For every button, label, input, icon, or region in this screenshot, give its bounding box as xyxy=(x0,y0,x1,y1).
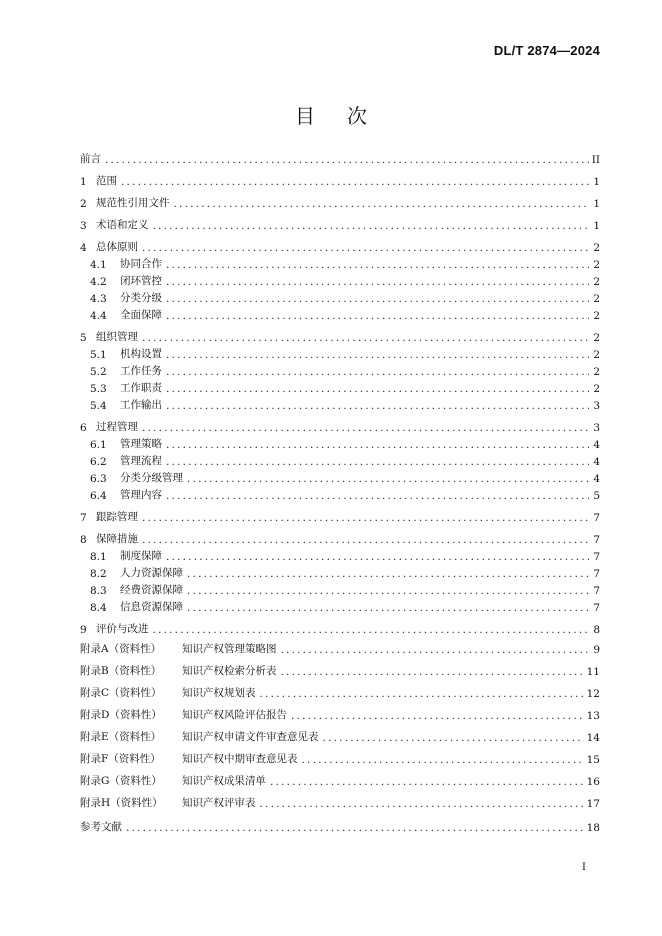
toc-entry-page: 16 xyxy=(586,776,600,788)
toc-entry-number: 6.4 xyxy=(90,490,107,502)
toc-entry-page: 7 xyxy=(593,512,600,524)
toc-entry-page: 11 xyxy=(586,666,600,678)
toc-section-entry[interactable] xyxy=(80,530,600,546)
toc-entry-number: 6.1 xyxy=(90,439,107,451)
toc-entry-label: 工作职责 xyxy=(120,382,162,394)
toc-leader-dots xyxy=(166,259,589,271)
toc-entry-label: 前言 xyxy=(80,153,101,165)
toc-entry-page: 2 xyxy=(593,276,600,288)
toc-section-entry[interactable] xyxy=(80,328,600,344)
toc-title: 目次 xyxy=(295,104,399,128)
toc-entry-page: 2 xyxy=(593,242,600,254)
toc-entry-page: 4 xyxy=(593,473,600,485)
toc-subsection-entry[interactable] xyxy=(90,435,600,451)
toc-subsection-entry[interactable] xyxy=(90,272,600,288)
toc-entry-label: 保障措施 xyxy=(96,533,138,545)
toc-entry-number: 附录D（资料性） xyxy=(80,709,162,721)
toc-entry-label: 管理内容 xyxy=(120,489,162,501)
toc-leader-dots xyxy=(187,602,589,614)
toc-entry-page: 9 xyxy=(593,644,600,656)
toc-entry-page: 7 xyxy=(593,602,600,614)
toc-entry-page: 12 xyxy=(586,688,600,700)
toc-leader-dots xyxy=(153,220,590,232)
toc-entry-number: 5.4 xyxy=(90,400,107,412)
toc-entry-page: 4 xyxy=(593,439,600,451)
toc-section-entry[interactable] xyxy=(80,216,600,232)
toc-subsection-entry[interactable] xyxy=(90,598,600,614)
toc-leader-dots xyxy=(291,710,584,722)
toc-leader-dots xyxy=(281,666,584,678)
toc-leader-dots xyxy=(166,551,589,563)
toc-subsection-entry[interactable] xyxy=(90,306,600,322)
toc-subsection-entry[interactable] xyxy=(90,486,600,502)
toc-entry-page: 7 xyxy=(593,585,600,597)
toc-entry-page: 2 xyxy=(593,259,600,271)
toc-subsection-entry[interactable] xyxy=(90,452,600,468)
toc-section-entry[interactable] xyxy=(80,172,600,188)
toc-leader-dots xyxy=(166,456,589,468)
toc-entry-number: 6 xyxy=(80,422,87,434)
toc-leader-dots xyxy=(260,798,584,810)
toc-leader-dots xyxy=(187,585,589,597)
toc-entry-number: 4.3 xyxy=(90,293,107,305)
toc-entry-page: II xyxy=(591,154,600,166)
toc-subsection-entry[interactable] xyxy=(90,396,600,412)
toc-entry-label: 知识产权管理策略图 xyxy=(182,643,277,655)
toc-leader-dots xyxy=(166,366,589,378)
toc-entry-label: 知识产权规划表 xyxy=(182,687,256,699)
toc-entry-page: 3 xyxy=(593,400,600,412)
toc-entry-number: 8.4 xyxy=(90,602,107,614)
toc-subsection-entry[interactable] xyxy=(90,362,600,378)
toc-leader-dots xyxy=(323,732,584,744)
toc-entry-number: 5.1 xyxy=(90,349,107,361)
toc-section-entry[interactable] xyxy=(80,418,600,434)
toc-leader-dots xyxy=(126,822,584,834)
toc-appendix-entry[interactable] xyxy=(80,772,600,788)
toc-entry-label: 知识产权成果清单 xyxy=(182,775,266,787)
toc-entry-number: 附录A（资料性） xyxy=(80,643,162,655)
toc-entry-page: 8 xyxy=(593,624,600,636)
toc-entry-page: 2 xyxy=(593,366,600,378)
toc-leader-dots xyxy=(142,534,589,546)
toc-entry-number: 6.3 xyxy=(90,473,107,485)
toc-entry-label: 工作输出 xyxy=(120,399,162,411)
toc-entry-label: 术语和定义 xyxy=(96,219,149,231)
toc-leader-dots xyxy=(121,176,589,188)
toc-leader-dots xyxy=(142,242,589,254)
toc-leader-dots xyxy=(166,276,589,288)
toc-subsection-entry[interactable] xyxy=(90,581,600,597)
toc-leader-dots xyxy=(281,644,590,656)
toc-subsection-entry[interactable] xyxy=(90,255,600,271)
toc-entry-page: 1 xyxy=(593,220,600,232)
doc-code: DL/T 2874—2024 xyxy=(493,43,600,58)
toc-entry-number: 6.2 xyxy=(90,456,107,468)
toc-leader-dots xyxy=(166,349,589,361)
toc-entry-label: 过程管理 xyxy=(96,421,138,433)
toc-entry-label: 范围 xyxy=(96,175,117,187)
toc-entry-number: 5.3 xyxy=(90,383,107,395)
toc-entry-label: 全面保障 xyxy=(120,309,162,321)
toc-entry-number: 8.2 xyxy=(90,568,107,580)
toc-entry-label: 闭环管控 xyxy=(120,275,162,287)
toc-entry-label: 管理策略 xyxy=(120,438,162,450)
toc-leader-dots xyxy=(166,439,589,451)
toc-entry-number: 1 xyxy=(80,176,87,188)
toc-subsection-entry[interactable] xyxy=(90,289,600,305)
toc-entry-page: 5 xyxy=(593,490,600,502)
toc-appendix-entry[interactable] xyxy=(80,794,600,810)
toc-entry-label: 参考文献 xyxy=(80,821,122,833)
toc-leader-dots xyxy=(153,624,590,636)
toc-entry-page: 15 xyxy=(586,754,600,766)
toc-entry-label: 知识产权评审表 xyxy=(182,797,256,809)
toc-section-entry[interactable] xyxy=(80,150,600,166)
toc-entry-page: 17 xyxy=(586,798,600,810)
toc-entry-number: 4.1 xyxy=(90,259,107,271)
toc-section-entry[interactable] xyxy=(80,238,600,254)
toc-entry-number: 附录G（资料性） xyxy=(80,775,162,787)
toc-entry-number: 附录C（资料性） xyxy=(80,687,162,699)
toc-entry-label: 经费资源保障 xyxy=(120,584,183,596)
toc-references-entry[interactable] xyxy=(80,818,600,834)
toc-section-entry[interactable] xyxy=(80,620,600,636)
toc-entry-label: 制度保障 xyxy=(120,550,162,562)
toc-leader-dots xyxy=(260,688,584,700)
toc-leader-dots xyxy=(187,473,589,485)
toc-entry-number: 5.2 xyxy=(90,366,107,378)
toc-entry-page: 1 xyxy=(593,176,600,188)
toc-leader-dots xyxy=(166,310,589,322)
toc-entry-number: 4.2 xyxy=(90,276,107,288)
toc-subsection-entry[interactable] xyxy=(90,345,600,361)
toc-entry-label: 分类分级管理 xyxy=(120,472,183,484)
toc-entry-number: 附录H（资料性） xyxy=(80,797,163,809)
toc-entry-label: 工作任务 xyxy=(120,365,162,377)
toc-entry-page: 2 xyxy=(593,310,600,322)
toc-entry-label: 总体原则 xyxy=(96,241,138,253)
toc-entry-number: 4.4 xyxy=(90,310,107,322)
toc-entry-label: 协同合作 xyxy=(120,258,162,270)
toc-entry-label: 组织管理 xyxy=(96,331,138,343)
toc-leader-dots xyxy=(105,154,589,166)
toc-leader-dots xyxy=(270,776,584,788)
toc-entry-label: 知识产权检索分析表 xyxy=(182,665,277,677)
toc-entry-label: 管理流程 xyxy=(120,455,162,467)
toc-leader-dots xyxy=(142,512,589,524)
toc-appendix-entry[interactable] xyxy=(80,640,600,656)
toc-entry-label: 跟踪管理 xyxy=(96,511,138,523)
toc-entry-page: 3 xyxy=(593,422,600,434)
toc-entry-page: 2 xyxy=(593,383,600,395)
toc-entry-number: 5 xyxy=(80,332,87,344)
toc-entry-page: 18 xyxy=(586,822,600,834)
toc-entry-page: 2 xyxy=(593,293,600,305)
page-number: I xyxy=(582,862,586,873)
toc-leader-dots xyxy=(302,754,584,766)
toc-entry-number: 附录E（资料性） xyxy=(80,731,162,743)
toc-entry-number: 3 xyxy=(80,220,87,232)
toc-subsection-entry[interactable] xyxy=(90,379,600,395)
toc-entry-number: 4 xyxy=(80,242,87,254)
toc-section-entry[interactable] xyxy=(80,508,600,524)
toc-leader-dots xyxy=(142,332,589,344)
toc-entry-page: 1 xyxy=(593,198,600,210)
toc-entry-page: 4 xyxy=(593,456,600,468)
toc-leader-dots xyxy=(166,400,589,412)
toc-leader-dots xyxy=(187,568,589,580)
toc-appendix-entry[interactable] xyxy=(80,662,600,678)
toc-entry-page: 7 xyxy=(593,551,600,563)
toc-entry-label: 分类分级 xyxy=(120,292,162,304)
toc-entry-page: 13 xyxy=(586,710,600,722)
toc-entry-label: 知识产权风险评估报告 xyxy=(182,709,287,721)
toc-entry-label: 机构设置 xyxy=(120,348,162,360)
toc-entry-label: 规范性引用文件 xyxy=(96,197,170,209)
toc-entry-label: 评价与改进 xyxy=(96,623,149,635)
toc-entry-number: 附录F（资料性） xyxy=(80,753,161,765)
toc-leader-dots xyxy=(166,383,589,395)
toc-entry-label: 知识产权中期审查意见表 xyxy=(182,753,298,765)
toc-leader-dots xyxy=(142,422,589,434)
toc-appendix-entry[interactable] xyxy=(80,750,600,766)
toc-entry-number: 7 xyxy=(80,512,87,524)
toc-appendix-entry[interactable] xyxy=(80,728,600,744)
toc-subsection-entry[interactable] xyxy=(90,564,600,580)
toc-appendix-entry[interactable] xyxy=(80,684,600,700)
toc-entry-number: 8 xyxy=(80,534,87,546)
toc-entry-number: 8.1 xyxy=(90,551,107,563)
toc-appendix-entry[interactable] xyxy=(80,706,600,722)
toc-entry-page: 7 xyxy=(593,534,600,546)
toc-entry-page: 2 xyxy=(593,349,600,361)
toc-entry-label: 知识产权申请文件审查意见表 xyxy=(182,731,319,743)
toc-leader-dots xyxy=(166,490,589,502)
toc-entry-number: 9 xyxy=(80,624,87,636)
toc-entry-page: 14 xyxy=(586,732,600,744)
toc-entry-number: 2 xyxy=(80,198,87,210)
toc-leader-dots xyxy=(174,198,590,210)
toc-leader-dots xyxy=(166,293,589,305)
toc-section-entry[interactable] xyxy=(80,194,600,210)
toc-entry-number: 附录B（资料性） xyxy=(80,665,162,677)
toc-entry-label: 信息资源保障 xyxy=(120,601,183,613)
toc-entry-page: 7 xyxy=(593,568,600,580)
toc-entry-page: 2 xyxy=(593,332,600,344)
toc-entry-number: 8.3 xyxy=(90,585,107,597)
toc-entry-label: 人力资源保障 xyxy=(120,567,183,579)
toc-subsection-entry[interactable] xyxy=(90,547,600,563)
toc-subsection-entry[interactable] xyxy=(90,469,600,485)
